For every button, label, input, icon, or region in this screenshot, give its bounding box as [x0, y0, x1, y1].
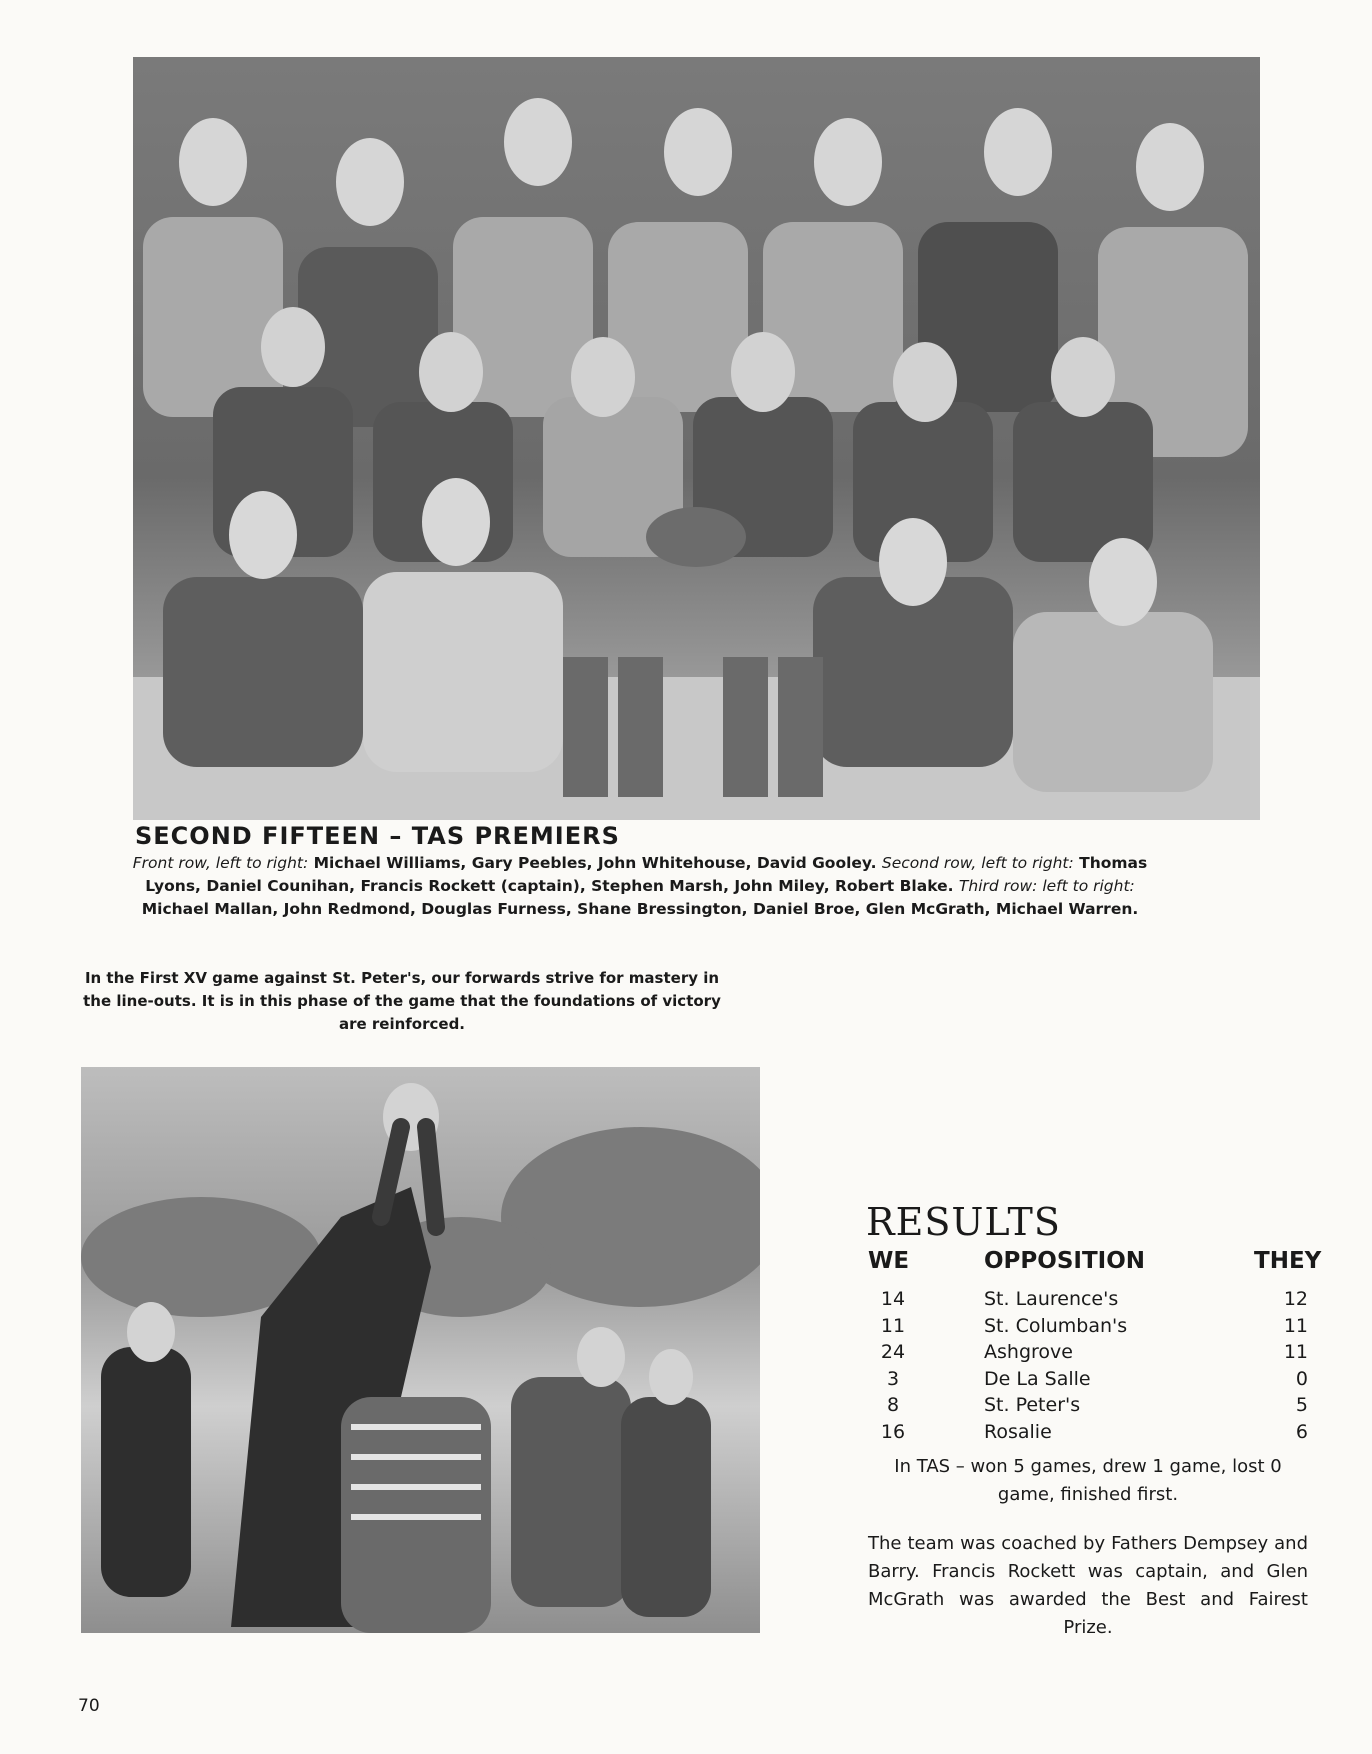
score-they: 6: [1295, 1420, 1308, 1443]
results-header: [868, 1248, 1322, 1288]
score-they: 11: [1283, 1341, 1308, 1363]
lineout-photo: [81, 1067, 760, 1633]
opposition-name: St. Columban's: [984, 1314, 1128, 1337]
header-opposition: OPPOSITION: [984, 1248, 1145, 1274]
team-photo: [133, 57, 1260, 820]
score-they: 12: [1283, 1288, 1308, 1310]
header-they: THEY: [1254, 1248, 1322, 1274]
coach-note: The team was coached by Fathers Dempsey and Barry. Francis Rockett was captain, and Glen McGrath was awarded the Best and Fairest Prize.: [868, 1533, 1308, 1638]
team-photo-caption: [130, 852, 1150, 921]
third-row-names: Michael Mallan, John Redmond, Douglas Furness, Shane Bressington, Daniel Broe, Glen McGrath, Michael Warren.: [141, 900, 1139, 918]
second-row-label: Second row, left to right:: [881, 854, 1074, 872]
table-row: [868, 1394, 1308, 1421]
results-title: RESULTS: [866, 1200, 1061, 1244]
score-we: 8: [886, 1394, 900, 1416]
score-we: 24: [880, 1341, 906, 1363]
score-they: 5: [1295, 1394, 1308, 1416]
front-row-names: Michael Williams, Gary Peebles, John Whitehouse, David Gooley.: [313, 854, 877, 872]
team-photo-graphic: [133, 57, 1260, 820]
results-summary: In TAS – won 5 games, drew 1 game, lost 0 game, finished first.: [894, 1456, 1282, 1505]
score-we: 11: [880, 1314, 906, 1337]
score-we: 3: [886, 1367, 900, 1390]
score-we: 14: [880, 1288, 906, 1310]
third-row-label: Third row: left to right:: [958, 877, 1135, 895]
second-row-names: Thomas Lyons, Daniel Counihan, Francis Rockett (captain), Stephen Marsh, John Miley, Robert Blake.: [145, 854, 1148, 895]
table-row: [868, 1341, 1308, 1368]
opposition-name: Rosalie: [984, 1420, 1052, 1443]
lineout-caption: In the First XV game against St. Peter's, our forwards strive for mastery in the line-outs. It is in this phase of the game that the foundations of victory are reinforced.: [83, 969, 721, 1033]
team-photo-title: SECOND FIFTEEN – TAS PREMIERS: [135, 822, 620, 850]
table-row: [868, 1288, 1308, 1315]
table-row: [868, 1421, 1308, 1448]
front-row-label: Front row, left to right:: [132, 854, 309, 872]
score-they: 0: [1295, 1367, 1308, 1390]
table-row: [868, 1315, 1308, 1342]
header-we: WE: [868, 1248, 910, 1274]
table-row: [868, 1368, 1308, 1395]
opposition-name: St. Laurence's: [984, 1288, 1119, 1310]
score-they: 11: [1283, 1314, 1308, 1337]
score-we: 16: [880, 1420, 906, 1443]
results-table: [868, 1248, 1322, 1447]
opposition-name: Ashgrove: [984, 1341, 1073, 1363]
opposition-name: De La Salle: [984, 1367, 1091, 1390]
lineout-photo-graphic: [81, 1067, 760, 1633]
opposition-name: St. Peter's: [984, 1394, 1081, 1416]
page-number: 70: [78, 1696, 100, 1716]
